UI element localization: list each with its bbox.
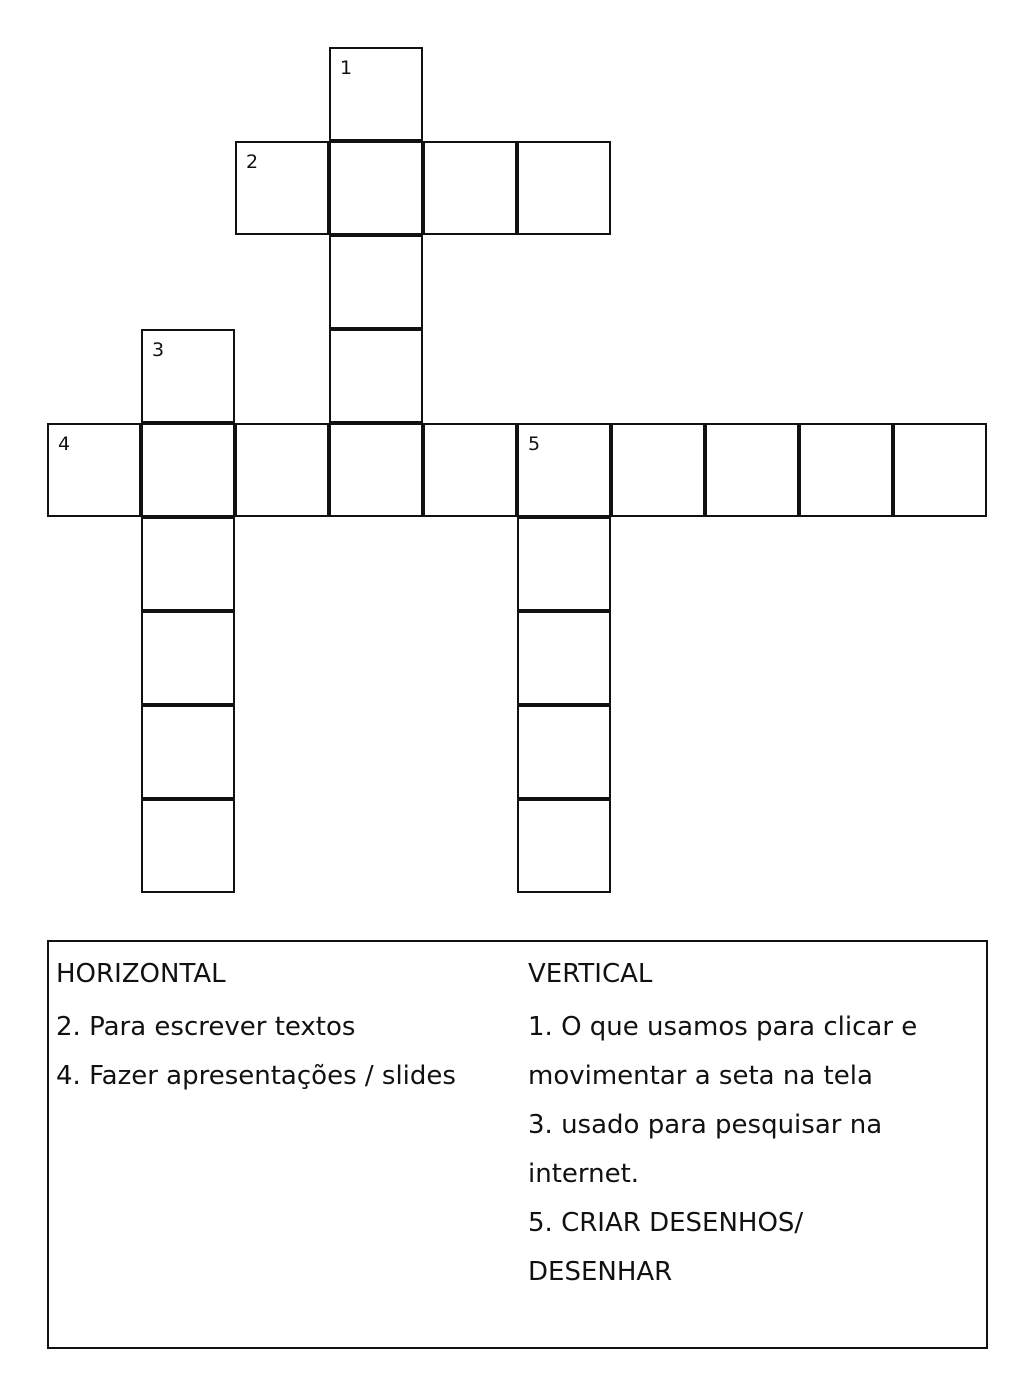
clue-number: 2 <box>246 151 259 173</box>
clue-vertical-3-line-1: 3. usado para pesquisar na <box>528 1110 883 1140</box>
crossword-cell[interactable] <box>705 423 799 517</box>
crossword-cell[interactable] <box>329 141 423 235</box>
clue-vertical-5-line-2: DESENHAR <box>528 1257 673 1287</box>
crossword-cell[interactable] <box>235 423 329 517</box>
crossword-cell[interactable] <box>141 799 235 893</box>
crossword-cell[interactable] <box>611 423 705 517</box>
crossword-cell[interactable] <box>517 423 611 517</box>
crossword-cell[interactable] <box>141 517 235 611</box>
vertical-heading: VERTICAL <box>528 959 653 989</box>
crossword-cell[interactable] <box>893 423 987 517</box>
crossword-cell[interactable] <box>517 517 611 611</box>
crossword-cell[interactable] <box>799 423 893 517</box>
clue-number: 5 <box>528 433 541 455</box>
crossword-cell[interactable] <box>141 705 235 799</box>
crossword-cell[interactable] <box>141 329 235 423</box>
crossword-cell[interactable] <box>423 141 517 235</box>
crossword-cell[interactable] <box>329 329 423 423</box>
clue-horizontal-4: 4. Fazer apresentações / slides <box>56 1061 456 1091</box>
crossword-cell[interactable] <box>517 799 611 893</box>
clue-number: 4 <box>58 433 71 455</box>
clue-vertical-5-line-1: 5. CRIAR DESENHOS/ <box>528 1208 804 1238</box>
clue-vertical-3-line-2: internet. <box>528 1159 640 1189</box>
crossword-cell[interactable] <box>517 705 611 799</box>
clues-box <box>47 940 988 1349</box>
crossword-cell[interactable] <box>235 141 329 235</box>
horizontal-clues <box>56 954 511 1101</box>
crossword-cell[interactable] <box>141 611 235 705</box>
crossword-cell[interactable] <box>141 423 235 517</box>
clue-number: 1 <box>340 57 353 79</box>
crossword-cell[interactable] <box>47 423 141 517</box>
clue-horizontal-2: 2. Para escrever textos <box>56 1012 356 1042</box>
crossword-cell[interactable] <box>329 423 423 517</box>
clue-number: 3 <box>152 339 165 361</box>
clue-vertical-1-line-2: movimentar a seta na tela <box>528 1061 873 1091</box>
vertical-clues <box>528 954 968 1297</box>
crossword-cell[interactable] <box>517 141 611 235</box>
crossword-cell[interactable] <box>329 47 423 141</box>
clue-vertical-1-line-1: 1. O que usamos para clicar e <box>528 1012 918 1042</box>
crossword-cell[interactable] <box>517 611 611 705</box>
crossword-cell[interactable] <box>423 423 517 517</box>
crossword-cell[interactable] <box>329 235 423 329</box>
horizontal-heading: HORIZONTAL <box>56 959 226 989</box>
